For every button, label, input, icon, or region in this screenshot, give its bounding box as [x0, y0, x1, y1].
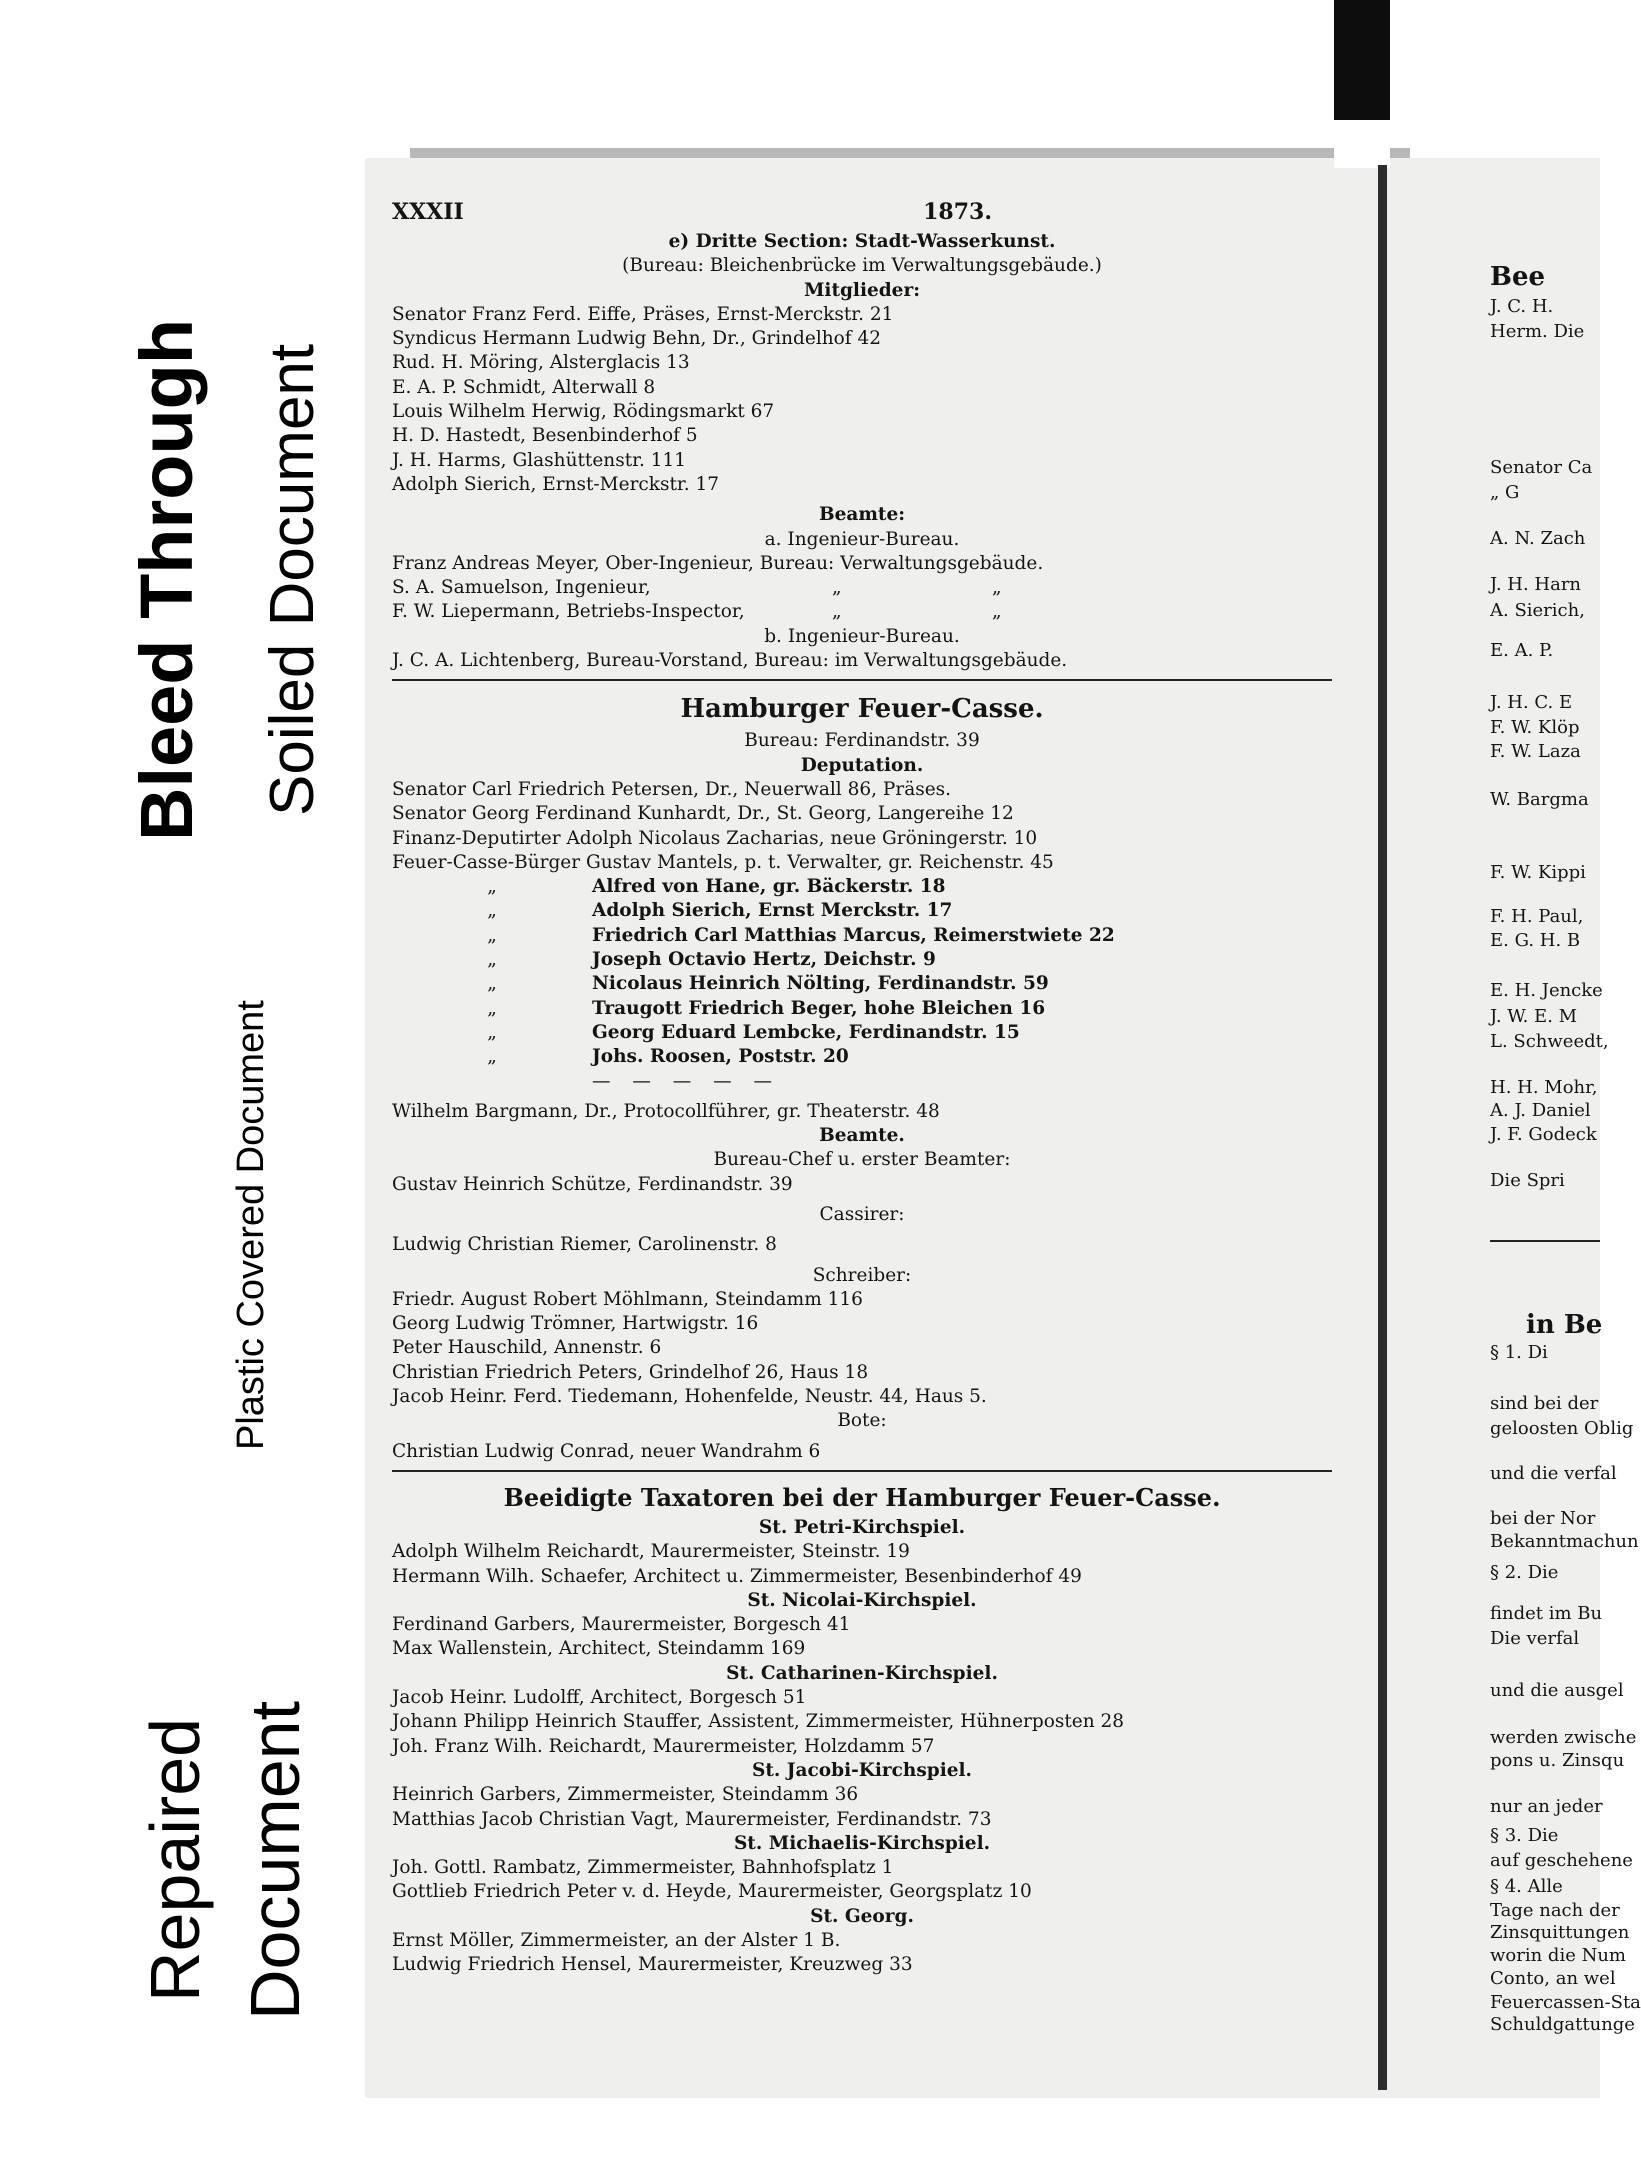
taxator-entry: Jacob Heinr. Ludolff, Architect, Borgesch 51 [392, 1687, 807, 1709]
right-fragment: A. Sierich, [1490, 600, 1585, 621]
deputation-name: Adolph Sierich, Ernst Merckstr. 17 [592, 900, 953, 922]
bureau-a-heading: a. Ingenieur-Bureau. [764, 528, 960, 550]
deputation-entry [392, 1021, 1332, 1045]
label-bleed-through: Bleed Through [125, 318, 208, 842]
chief-heading: Bureau-Chef u. erster Beamter: [713, 1149, 1011, 1171]
ditto-mark: „ [992, 577, 1002, 599]
right-fragment: Tage nach der [1490, 1900, 1620, 1921]
protocol-entry: Wilhelm Bargmann, Dr., Protocollführer, gr. Theaterstr. 48 [392, 1100, 940, 1122]
right-fragment: Schuldgattunge [1490, 2014, 1635, 2035]
right-fragment: J. H. Harn [1490, 574, 1582, 595]
feuer-casse-bureau: Bureau: Ferdinandstr. 39 [744, 730, 980, 752]
right-fragment: A. J. Daniel [1490, 1100, 1591, 1121]
clerk-entry: Jacob Heinr. Ferd. Tiedemann, Hohenfelde, Neustr. 44, Haus 5. [392, 1386, 987, 1408]
officials-heading-2: Beamte. [819, 1125, 905, 1147]
deputation-entry [392, 924, 1332, 948]
deputation-entry [392, 899, 1332, 923]
right-fragment: nur an jeder [1490, 1796, 1603, 1817]
taxator-entry: Matthias Jacob Christian Vagt, Maurermeister, Ferdinandstr. 73 [392, 1808, 992, 1830]
section-bureau: (Bureau: Bleichenbrücke im Verwaltungsgebäude.) [622, 255, 1102, 277]
deputation-name: Georg Eduard Lembcke, Ferdinandstr. 15 [592, 1021, 1020, 1043]
right-fragment: Bee [1490, 262, 1546, 292]
member-entry: Louis Wilhelm Herwig, Rödingsmarkt 67 [392, 401, 775, 423]
parish-heading: St. Michaelis-Kirchspiel. [733, 1832, 991, 1854]
right-fragment: § 4. Alle [1490, 1876, 1563, 1897]
deputation-entry [392, 875, 1332, 899]
clerk-entry: Friedr. August Robert Möhlmann, Steindamm 116 [392, 1288, 863, 1310]
right-fragment: E. H. Jencke [1490, 980, 1603, 1001]
taxatoren-title: Beeidigte Taxatoren bei der Hamburger Feuer-Casse. [503, 1482, 1221, 1512]
taxator-entry: Ferdinand Garbers, Maurermeister, Borgesch 41 [392, 1614, 851, 1636]
member-entry: Adolph Sierich, Ernst-Merckstr. 17 [392, 473, 720, 495]
deputation-entry: Feuer-Casse-Bürger Gustav Mantels, p. t. Verwalter, gr. Reichenstr. 45 [392, 851, 1054, 873]
right-fragment: F. H. Paul, [1490, 906, 1584, 927]
member-entry: Rud. H. Möring, Alsterglacis 13 [392, 352, 690, 374]
right-fragment: Bekanntmachun [1490, 1531, 1639, 1552]
right-fragment: Herm. Die [1490, 321, 1585, 342]
right-fragment: sind bei der [1490, 1393, 1599, 1414]
parish-heading: St. Georg. [810, 1905, 914, 1927]
right-fragment: § 2. Die [1490, 1562, 1559, 1583]
clerk-entry: Peter Hauschild, Annenstr. 6 [392, 1337, 662, 1359]
page-gutter [1378, 165, 1387, 2090]
page-header [392, 200, 1332, 230]
right-fragment: J. F. Godeck [1490, 1124, 1597, 1145]
deputation-entry: Senator Carl Friedrich Petersen, Dr., Neuerwall 86, Präses. [392, 778, 952, 800]
right-fragment: pons u. Zinsqu [1490, 1750, 1625, 1771]
deputation-entry [392, 948, 1332, 972]
dash-separator: — — — — — [592, 1070, 781, 1092]
member-entry: E. A. P. Schmidt, Alterwall 8 [392, 376, 656, 398]
right-page-fragment [1490, 0, 1641, 2177]
right-fragment: Die verfal [1490, 1628, 1580, 1649]
right-fragment: worin die Num [1490, 1945, 1626, 1966]
member-entry: H. D. Hastedt, Besenbinderhof 5 [392, 425, 698, 447]
officials-heading: Beamte: [818, 504, 906, 526]
right-fragment: Senator Ca [1490, 457, 1593, 478]
ditto-mark: „ [487, 1021, 497, 1043]
right-fragment: J. C. H. [1490, 296, 1554, 317]
deputation-entry [392, 972, 1332, 996]
taxator-entry: Hermann Wilh. Schaefer, Architect u. Zimmermeister, Besenbinderhof 49 [392, 1565, 1082, 1587]
binding-bar [1334, 0, 1390, 120]
right-fragment: J. H. C. E [1490, 692, 1573, 713]
deputation-name: Traugott Friedrich Beger, hohe Bleichen 16 [592, 997, 1046, 1019]
deputation-heading: Deputation. [800, 754, 924, 776]
right-fragment: E. G. H. B [1490, 930, 1581, 951]
deputation-entry [392, 1045, 1332, 1069]
clerks-list [392, 1288, 1332, 1409]
section-rule [392, 679, 1332, 681]
ditto-mark: „ [487, 900, 497, 922]
member-entry: Syndicus Hermann Ludwig Behn, Dr., Grindelhof 42 [392, 328, 882, 350]
official-entry: J. C. A. Lichtenberg, Bureau-Vorstand, Bureau: im Verwaltungsgebäude. [392, 650, 1068, 672]
right-fragment: H. H. Mohr, [1490, 1077, 1598, 1098]
right-fragment: „ G [1490, 482, 1520, 503]
taxator-entry: Joh. Franz Wilh. Reichardt, Maurermeister, Holzdamm 57 [392, 1735, 935, 1757]
taxator-entry: Max Wallenstein, Architect, Steindamm 169 [392, 1638, 806, 1660]
section-rule-2 [392, 1470, 1332, 1472]
official-entry: F. W. Liepermann, Betriebs-Inspector, „ „ [392, 600, 1332, 624]
parish-heading: St. Petri-Kirchspiel. [758, 1516, 966, 1538]
right-fragment: F. W. Laza [1490, 741, 1581, 762]
deputation-entry: Senator Georg Ferdinand Kunhardt, Dr., St. Georg, Langereihe 12 [392, 803, 1014, 825]
right-fragment: W. Bargma [1490, 789, 1589, 810]
deputation-name: Alfred von Hane, gr. Bäckerstr. 18 [592, 876, 946, 898]
messenger-heading: Bote: [837, 1410, 887, 1432]
right-fragment: § 3. Die [1490, 1825, 1559, 1846]
label-repaired: Repaired [136, 1717, 214, 2003]
ditto-mark: „ [832, 601, 842, 623]
right-fragment: E. A. P. [1490, 640, 1554, 661]
section-title: e) Dritte Section: Stadt-Wasserkunst. [668, 231, 1056, 252]
deputation-list [392, 778, 1332, 875]
members-list [392, 303, 1332, 497]
taxator-entry: Adolph Wilhelm Reichardt, Maurermeister, Steinstr. 19 [392, 1541, 910, 1563]
right-fragment: Feuercassen-Sta [1490, 1992, 1641, 2013]
label-repaired-document: Document [236, 1700, 314, 2020]
left-page-column [392, 200, 1332, 1978]
label-soiled-document: Soiled Document [258, 343, 327, 817]
right-fragment: § 1. Di [1490, 1342, 1548, 1363]
right-fragment: Zinsquittungen [1490, 1922, 1630, 1943]
right-fragment: bei der Nor [1490, 1508, 1596, 1529]
deputation-name: Friedrich Carl Matthias Marcus, Reimerstwiete 22 [592, 924, 1115, 946]
right-fragment: findet im Bu [1490, 1603, 1603, 1624]
taxator-entry: Gottlieb Friedrich Peter v. d. Heyde, Maurermeister, Georgsplatz 10 [392, 1881, 1032, 1903]
parish-heading: St. Catharinen-Kirchspiel. [726, 1662, 998, 1684]
right-fragment: und die ausgel [1490, 1680, 1624, 1701]
ditto-mark: „ [832, 577, 842, 599]
right-fragment: F. W. Klöp [1490, 717, 1580, 738]
chief-entry: Gustav Heinrich Schütze, Ferdinandstr. 39 [392, 1173, 793, 1195]
right-fragment: und die verfal [1490, 1463, 1617, 1484]
deputation-ditto-list [392, 875, 1332, 1069]
official-entry: S. A. Samuelson, Ingenieur, „ „ [392, 576, 1332, 600]
deputation-name: Johs. Roosen, Poststr. 20 [592, 1046, 849, 1068]
ditto-mark: „ [487, 949, 497, 971]
right-fragment: in Be [1526, 1310, 1603, 1340]
clerk-entry: Georg Ludwig Trömner, Hartwigstr. 16 [392, 1313, 759, 1335]
deputation-name: Joseph Octavio Hertz, Deichstr. 9 [592, 949, 936, 971]
ditto-mark: „ [992, 601, 1002, 623]
taxator-entry: Heinrich Garbers, Zimmermeister, Steindamm 36 [392, 1784, 859, 1806]
right-fragment: J. W. E. M [1490, 1006, 1578, 1027]
right-fragment: auf geschehene [1490, 1850, 1633, 1871]
right-fragment: Conto, an wel [1490, 1968, 1616, 1989]
right-fragment: L. Schweedt, [1490, 1031, 1609, 1052]
messenger-entry: Christian Ludwig Conrad, neuer Wandrahm 6 [392, 1440, 821, 1462]
side-labels [0, 0, 350, 2177]
ditto-mark: „ [487, 876, 497, 898]
deputation-entry: Finanz-Deputirter Adolph Nicolaus Zacharias, neue Gröningerstr. 10 [392, 827, 1038, 849]
parish-heading: St. Nicolai-Kirchspiel. [747, 1589, 977, 1611]
deputation-name: Nicolaus Heinrich Nölting, Ferdinandstr. 59 [592, 973, 1049, 995]
members-heading: Mitglieder: [803, 279, 921, 301]
taxator-entry: Johann Philipp Heinrich Stauffer, Assistent, Zimmermeister, Hühnerposten 28 [392, 1711, 1125, 1733]
right-fragment: werden zwische [1490, 1727, 1637, 1748]
member-entry: J. H. Harms, Glashüttenstr. 111 [392, 449, 687, 471]
clerks-heading: Schreiber: [812, 1264, 912, 1286]
bureau-b-heading: b. Ingenieur-Bureau. [764, 625, 960, 647]
feuer-casse-title: Hamburger Feuer-Casse. [680, 694, 1044, 725]
right-fragment: A. N. Zach [1490, 528, 1586, 549]
ditto-mark: „ [487, 997, 497, 1019]
taxator-entry: Ernst Möller, Zimmermeister, an der Alster 1 B. [392, 1930, 841, 1951]
right-fragment: geloosten Oblig [1490, 1418, 1634, 1439]
taxator-entry: Joh. Gottl. Rambatz, Zimmermeister, Bahnhofsplatz 1 [392, 1857, 894, 1879]
label-plastic-covered-document: Plastic Covered Document [230, 1000, 272, 1450]
page-year: 1873. [923, 199, 992, 225]
taxator-entry: Ludwig Friedrich Hensel, Maurermeister, Kreuzweg 33 [392, 1954, 913, 1976]
clerk-entry: Christian Friedrich Peters, Grindelhof 26, Haus 18 [392, 1361, 869, 1383]
ditto-mark: „ [487, 973, 497, 995]
member-entry: Senator Franz Ferd. Eiffe, Präses, Ernst-Merckstr. 21 [392, 303, 894, 325]
deputation-entry [392, 997, 1332, 1021]
right-rule [1490, 1240, 1600, 1242]
parish-heading: St. Jacobi-Kirchspiel. [752, 1759, 972, 1781]
right-fragment: F. W. Kippi [1490, 862, 1586, 883]
cashier-entry: Ludwig Christian Riemer, Carolinenstr. 8 [392, 1234, 777, 1256]
ditto-mark: „ [487, 924, 497, 946]
ditto-mark: „ [487, 1046, 497, 1068]
parish-list [392, 1516, 1332, 1978]
official-entry: Franz Andreas Meyer, Ober-Ingenieur, Bureau: Verwaltungsgebäude. [392, 552, 1044, 574]
page-number: XXXII [392, 199, 464, 225]
cashier-heading: Cassirer: [819, 1203, 905, 1225]
right-fragment: Die Spri [1490, 1170, 1565, 1191]
